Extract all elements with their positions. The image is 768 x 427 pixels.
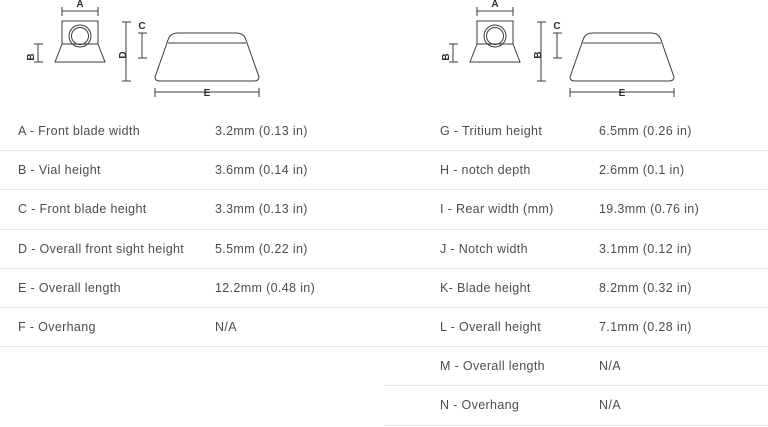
spec-value: 7.1mm (0.28 in)	[599, 320, 692, 335]
left-spec-table	[0, 112, 384, 347]
spec-label: G - Tritium height	[440, 124, 543, 139]
spec-row	[0, 308, 384, 347]
front-sight-diagram	[0, 0, 384, 112]
spec-label: B - Vial height	[18, 163, 101, 178]
spec-value: N/A	[599, 398, 621, 413]
right-spec-table	[384, 112, 768, 426]
spec-label: F - Overhang	[18, 320, 96, 335]
spec-row	[384, 112, 768, 151]
dimension-label-D: D	[118, 51, 129, 59]
spec-label: L - Overall height	[440, 320, 542, 335]
spec-value: 6.5mm (0.26 in)	[599, 124, 692, 139]
spec-row	[384, 308, 768, 347]
spec-value: 3.6mm (0.14 in)	[215, 163, 308, 178]
dimension-label-C: C	[553, 21, 561, 32]
spec-value: 8.2mm (0.32 in)	[599, 280, 692, 295]
spec-row	[384, 230, 768, 269]
spec-label: A - Front blade width	[18, 124, 140, 139]
dimension-label-E: E	[618, 88, 626, 99]
spec-row	[384, 151, 768, 190]
spec-value: 3.1mm (0.12 in)	[599, 241, 692, 256]
dimension-label-B2: B	[533, 51, 544, 59]
spec-value: N/A	[215, 320, 237, 335]
rear-sight-drawing	[384, 0, 768, 112]
spec-row	[384, 269, 768, 308]
spec-label: K- Blade height	[440, 280, 531, 295]
dimension-label-A: A	[491, 0, 499, 10]
spec-row	[0, 112, 384, 151]
spec-label: H - notch depth	[440, 163, 531, 178]
spec-label: C - Front blade height	[18, 202, 147, 217]
spec-value: 3.3mm (0.13 in)	[215, 202, 308, 217]
spec-label: D - Overall front sight height	[18, 241, 185, 256]
spec-label: N - Overhang	[440, 398, 520, 413]
spec-label: M - Overall length	[440, 359, 545, 374]
spec-row	[0, 269, 384, 308]
rear-sight-diagram	[384, 0, 768, 112]
spec-row	[0, 230, 384, 269]
spec-value: 19.3mm (0.76 in)	[599, 202, 700, 217]
spec-label: I - Rear width (mm)	[440, 202, 554, 217]
spec-row	[384, 386, 768, 425]
dimension-label-B: B	[26, 53, 37, 61]
spec-value: 5.5mm (0.22 in)	[215, 241, 308, 256]
spec-value: N/A	[599, 359, 621, 374]
spec-row	[384, 190, 768, 229]
dimension-label-C: C	[138, 21, 146, 32]
dimension-label-A: A	[76, 0, 84, 10]
dimension-label-B: B	[441, 53, 452, 61]
spec-value: 3.2mm (0.13 in)	[215, 124, 308, 139]
spec-label: E - Overall length	[18, 280, 121, 295]
spec-row	[0, 190, 384, 229]
front-sight-drawing	[0, 0, 384, 112]
spec-value: 2.6mm (0.1 in)	[599, 163, 685, 178]
right-column	[384, 0, 768, 427]
spec-row	[384, 347, 768, 386]
spec-label: J - Notch width	[440, 241, 528, 256]
dimension-label-E: E	[203, 88, 211, 99]
spec-row	[0, 151, 384, 190]
spec-value: 12.2mm (0.48 in)	[215, 280, 316, 295]
